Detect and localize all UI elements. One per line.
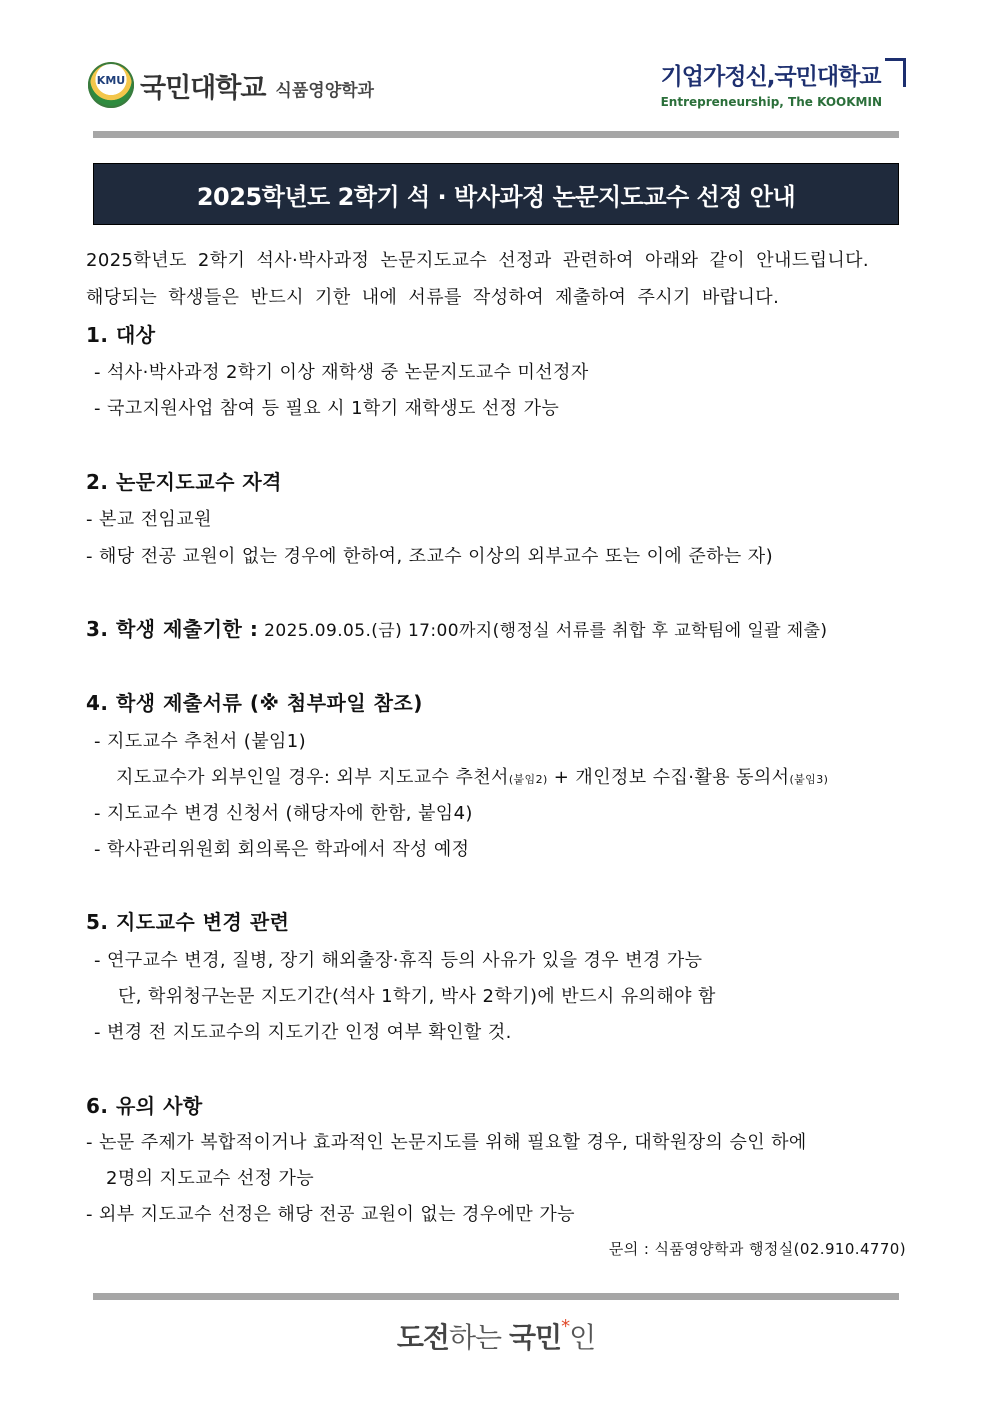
contact-info: 문의 : 식품영양학과 행정실(02.910.4770) bbox=[608, 1240, 906, 1258]
section-6-item-2: 2명의 지도교수 선정 가능 bbox=[106, 1168, 315, 1189]
section-6-item-1: - 논문 주제가 복합적이거나 효과적인 논문지도를 위해 필요할 경우, 대학원장의 승인 하에 bbox=[86, 1132, 807, 1153]
intro-line-1: 2025학년도 2학기 석사·박사과정 논문지도교수 선정과 관련하여 아래와 같이 안내드립니다. bbox=[86, 250, 870, 271]
footer-star-icon: * bbox=[561, 1316, 570, 1337]
section-1-item-1: - 석사·박사과정 2학기 이상 재학생 중 논문지도교수 미선정자 bbox=[94, 362, 589, 383]
university-logo bbox=[88, 60, 374, 110]
kmu-seal-icon bbox=[88, 62, 134, 108]
section-2-heading: 2. 논문지도교수 자격 bbox=[86, 470, 282, 494]
slogan-part-a: 기업가정신 bbox=[660, 64, 767, 90]
section-5-item-1: - 연구교수 변경, 질병, 장기 해외출장·휴직 등의 사유가 있을 경우 변경 가능 bbox=[94, 950, 703, 971]
section-4-item-2-c: + 개인정보 수집·활용 동의서 bbox=[547, 767, 790, 788]
university-name: 국민대학교 bbox=[140, 72, 266, 104]
section-4-item-3: - 지도교수 변경 신청서 (해당자에 한함, 붙임4) bbox=[94, 803, 473, 824]
section-1-item-2: - 국고지원사업 참여 등 필요 시 1학기 재학생도 선정 가능 bbox=[94, 398, 560, 419]
title-banner bbox=[93, 163, 899, 225]
section-6-heading: 6. 유의 사항 bbox=[86, 1094, 203, 1118]
section-4-item-1: - 지도교수 추천서 (붙임1) bbox=[94, 731, 307, 752]
section-4-item-2-a: 지도교수가 외부인일 경우: 외부 지도교수 추천서 bbox=[116, 767, 509, 788]
section-4-item-4: - 학사관리위원회 회의록은 학과에서 작성 예정 bbox=[94, 839, 470, 860]
slogan-logo bbox=[661, 58, 882, 109]
corner-bracket-icon bbox=[885, 58, 906, 87]
footer-part-d: 인 bbox=[569, 1321, 596, 1354]
intro-line-2: 해당되는 학생들은 반드시 기한 내에 서류를 작성하여 제출하여 주시기 바랍니다. bbox=[86, 287, 780, 308]
footer-slogan bbox=[0, 1316, 992, 1356]
section-1-heading: 1. 대상 bbox=[86, 323, 156, 347]
slogan-korean: 기업가정신,국민대학교 bbox=[660, 64, 881, 90]
slogan-part-b: 국민대학교 bbox=[774, 64, 881, 90]
section-4-item-2-b: (붙임2) bbox=[508, 773, 548, 786]
section-5-heading: 5. 지도교수 변경 관련 bbox=[86, 910, 290, 934]
section-4-heading: 4. 학생 제출서류 (※ 첨부파일 참조) bbox=[86, 691, 423, 715]
page-title: 2025학년도 2학기 석 · 박사과정 논문지도교수 선정 안내 bbox=[196, 182, 796, 211]
section-5-item-2: 단, 학위청구논문 지도기간(석사 1학기, 박사 2학기)에 반드시 유의해야 함 bbox=[118, 986, 716, 1007]
section-3-heading: 3. 학생 제출기한 : bbox=[86, 617, 259, 641]
top-divider bbox=[93, 131, 899, 138]
section-4-item-2-d: (붙임3) bbox=[789, 773, 829, 786]
section-2-item-2: - 해당 전공 교원이 없는 경우에 한하여, 조교수 이상의 외부교수 또는 이에 준하는 자) bbox=[86, 546, 774, 567]
bottom-divider bbox=[93, 1293, 899, 1300]
section-2-item-1: - 본교 전임교원 bbox=[86, 509, 212, 530]
footer-part-a: 도전 bbox=[396, 1321, 449, 1354]
slogan-english: Entrepreneurship, The KOOKMIN bbox=[660, 95, 882, 109]
section-4-item-2 bbox=[116, 763, 828, 789]
footer-part-c: 국민 bbox=[508, 1321, 562, 1354]
section-3-text: 2025.09.05.(금) 17:00까지(행정실 서류를 취합 후 교학팀에 일괄 제출) bbox=[258, 621, 828, 641]
section-5-item-3: - 변경 전 지도교수의 지도기간 인정 여부 확인할 것. bbox=[94, 1022, 512, 1043]
seal-text: KMU bbox=[96, 74, 126, 87]
footer-part-b: 하는 bbox=[448, 1321, 509, 1354]
section-3-line bbox=[86, 613, 827, 642]
department-name: 식품영양학과 bbox=[275, 80, 374, 101]
section-6-item-3: - 외부 지도교수 선정은 해당 전공 교원이 없는 경우에만 가능 bbox=[86, 1204, 575, 1225]
